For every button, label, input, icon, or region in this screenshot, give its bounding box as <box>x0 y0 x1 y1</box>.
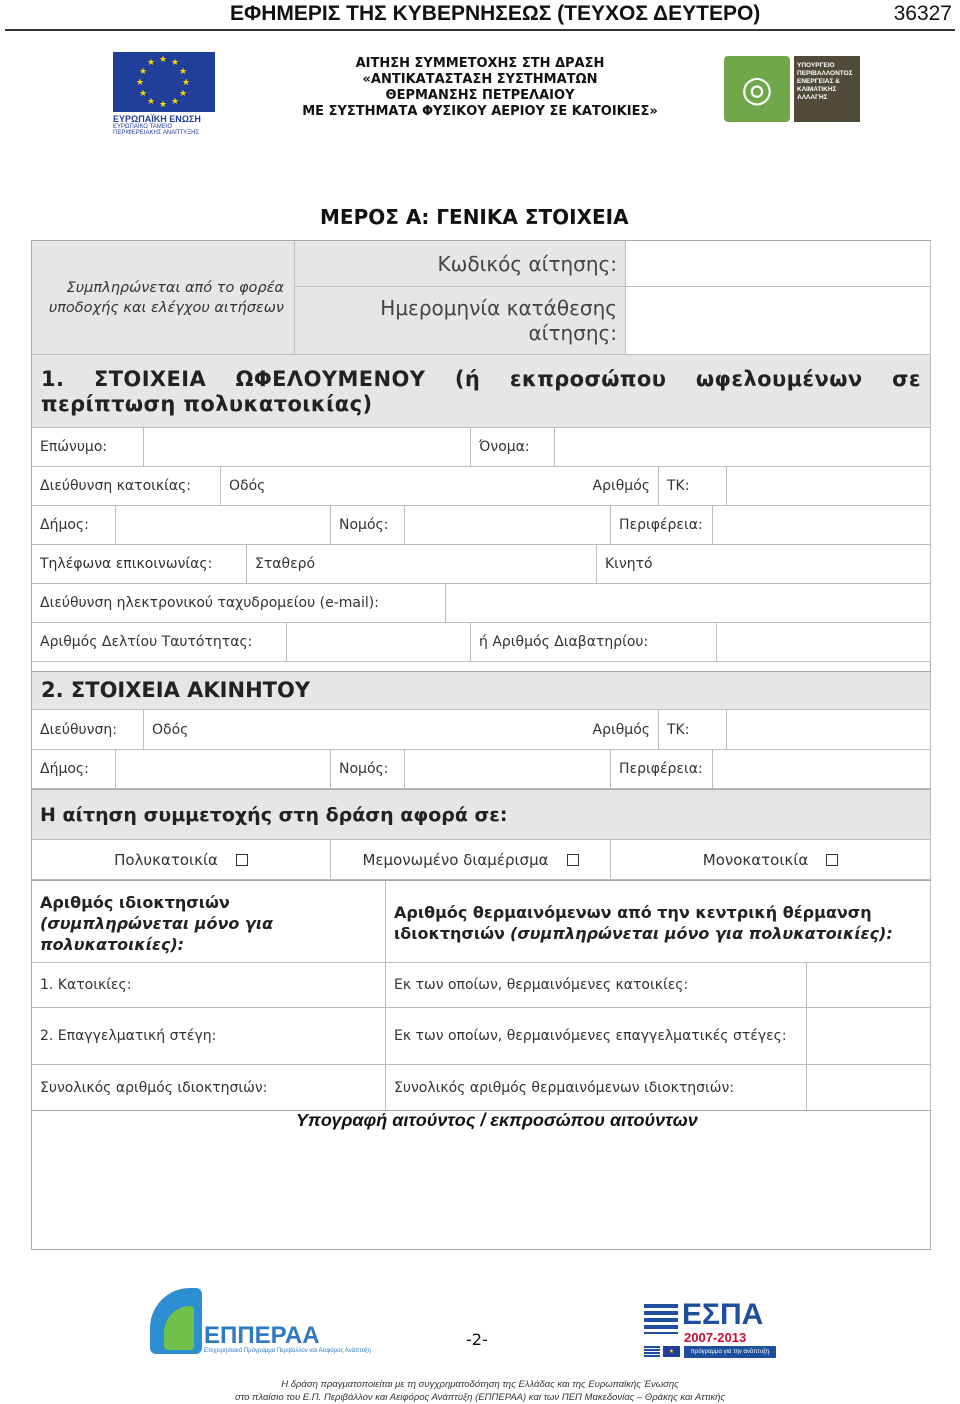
property-municipality-field[interactable] <box>116 750 331 789</box>
header-rule <box>5 29 955 31</box>
surname-field[interactable] <box>144 428 471 467</box>
checkbox-icon[interactable] <box>826 854 838 866</box>
total-heated-label: Συνολικός αριθμός θερμαινόμενων ιδιοκτησιών: <box>386 1065 807 1110</box>
first-name-label: Όνομα: <box>471 428 555 467</box>
section-1-beneficiary <box>31 355 931 672</box>
postcode-label: ΤΚ: <box>659 467 727 506</box>
eu-logo <box>113 52 217 142</box>
number-label: Αριθμός <box>592 478 650 494</box>
email-field[interactable] <box>446 584 931 623</box>
espa-logo <box>644 1298 776 1360</box>
eu-logo-fund: ΕΥΡΩΠΑΪΚΟ ΤΑΜΕΙΟ <box>113 124 173 130</box>
footer-line-2: στο πλαίσιο του Ε.Π. Περιβάλλον και Αειφόρος Ανάπτυξη (ΕΠΠΕΡΑΑ) και των ΠΕΠ Μακεδονίας – Θράκης και Αττικής <box>234 1392 726 1403</box>
ownership-right-title: Αριθμός θερμαινόμενων από την κεντρική θέρμανση ιδιοκτησιών <box>394 903 872 943</box>
footer-line-1: Η δράση πραγματοποιείται με τη συγχρηματοδότηση της Ελλάδας και της Ευρωπαϊκής Ένωσης <box>281 1379 679 1390</box>
property-region-label: Περιφέρεια: <box>611 750 713 789</box>
application-code-label: Κωδικός αίτησης: <box>295 241 626 287</box>
ministry-logo <box>724 56 860 122</box>
concerns-heading: Η αίτηση συμμετοχής στη δράση αφορά σε: <box>32 790 931 840</box>
greek-flag-icon <box>644 1346 660 1357</box>
option-detached-house[interactable] <box>611 840 931 880</box>
region-field[interactable] <box>713 506 931 545</box>
eu-logo-caption: ΕΥΡΩΠΑΪΚΗ ΕΝΩΣΗ <box>113 114 201 124</box>
espa-years: 2007-2013 <box>684 1330 747 1345</box>
property-postcode-label: ΤΚ: <box>659 710 727 750</box>
ownership-right-header <box>386 881 931 963</box>
footer-note <box>180 1378 780 1404</box>
total-heated-field[interactable] <box>807 1065 931 1110</box>
ownership-right-note: (συμπληρώνεται μόνο για πολυκατοικίες): <box>510 924 893 943</box>
signature-box[interactable] <box>31 1110 931 1250</box>
ownership-left-title: Αριθμός ιδιοκτησιών <box>40 893 230 912</box>
home-address-label: Διεύθυνση κατοικίας: <box>32 467 221 506</box>
option-apartment-building-label: Πολυκατοικία <box>114 850 218 869</box>
title-line-3: ΘΕΡΜΑΝΣΗΣ ΠΕΤΡΕΛΑΙΟΥ <box>385 88 575 103</box>
ministry-emblem-icon: ◎ <box>724 56 790 122</box>
epperaa-name: ΕΠΠΕΡΑΑ <box>204 1322 320 1349</box>
mobile-field[interactable] <box>597 545 931 584</box>
landline-label: Σταθερό <box>255 556 316 572</box>
street-number-field[interactable] <box>221 467 659 506</box>
option-apartment-building[interactable] <box>32 840 331 880</box>
region-label: Περιφέρεια: <box>611 506 713 545</box>
application-title <box>250 56 710 120</box>
property-prefecture-field[interactable] <box>405 750 611 789</box>
checkbox-icon[interactable] <box>567 854 579 866</box>
application-code-field[interactable] <box>626 241 931 287</box>
espa-name: ΕΣΠΑ <box>682 1298 764 1331</box>
property-region-field[interactable] <box>713 750 931 789</box>
epperaa-logo <box>150 1288 371 1360</box>
street-label: Οδός <box>229 478 266 494</box>
espa-bars-icon <box>644 1304 678 1334</box>
prefecture-label: Νομός: <box>331 506 405 545</box>
ownership-left-note: (συμπληρώνεται μόνο για πολυκατοικίες): <box>40 914 274 954</box>
submission-date-field[interactable] <box>626 287 931 355</box>
checkbox-icon[interactable] <box>236 854 248 866</box>
surname-label: Επώνυμο: <box>32 428 144 467</box>
ministry-name: ΥΠΟΥΡΓΕΙΟ ΠΕΡΙΒΑΛΛΟΝΤΟΣ ΕΝΕΡΓΕΙΑΣ & ΚΛΙΜΑΤΙΚΗΣ ΑΛΛΑΓΗΣ <box>794 56 860 122</box>
heated-residences-field[interactable] <box>807 963 931 1008</box>
municipality-label: Δήμος: <box>32 506 116 545</box>
professional-label: 2. Επαγγελματική στέγη: <box>32 1008 386 1065</box>
property-municipality-label: Δήμος: <box>32 750 116 789</box>
email-label: Διεύθυνση ηλεκτρονικού ταχυδρομείου (e-mail): <box>32 584 446 623</box>
property-street-label: Οδός <box>152 721 189 738</box>
id-number-label: Αριθμός Δελτίου Ταυτότητας: <box>32 623 287 662</box>
property-number-label: Αριθμός <box>592 721 650 738</box>
id-number-field[interactable] <box>287 623 471 662</box>
property-street-number-field[interactable] <box>144 710 659 750</box>
ownership-box <box>31 881 931 1111</box>
eu-logo-fund-2: ΠΕΡΙΦΕΡΕΙΑΚΗΣ ΑΝΑΠΤΥΞΗΣ <box>113 130 200 136</box>
passport-field[interactable] <box>717 623 931 662</box>
first-name-field[interactable] <box>555 428 931 467</box>
part-a-title: ΜΕΡΟΣ Α: ΓΕΝΙΚΑ ΣΤΟΙΧΕΙΑ <box>320 205 629 229</box>
heated-professional-field[interactable] <box>807 1008 931 1065</box>
phones-label: Τηλέφωνα επικοινωνίας: <box>32 545 247 584</box>
agency-box <box>31 240 931 355</box>
option-single-apartment-label: Μεμονωμένο διαμέρισμα <box>362 850 549 869</box>
heated-professional-label: Εκ των οποίων, θερμαινόμενες επαγγελματικές στέγες: <box>386 1008 807 1065</box>
residences-label: 1. Κατοικίες: <box>32 963 386 1008</box>
total-properties-label: Συνολικός αριθμός ιδιοκτησιών: <box>32 1065 386 1110</box>
postcode-field[interactable] <box>727 467 931 506</box>
section-2-property <box>31 672 931 790</box>
option-detached-house-label: Μονοκατοικία <box>702 850 809 869</box>
landline-field[interactable] <box>247 545 597 584</box>
property-prefecture-label: Νομός: <box>331 750 405 789</box>
eu-flag-icon: ★ ★ ★ ★ ★ ★ ★ ★ ★ ★ ★ ★ <box>113 52 215 112</box>
signature-label: Υπογραφή αιτούντος / εκπροσώπου αιτούντων <box>296 1110 698 1130</box>
agency-note: Συμπληρώνεται από το φορέα υποδοχής και ελέγχου αιτήσεων <box>32 241 295 355</box>
concerns-box <box>31 790 931 881</box>
page-marker: -2- <box>466 1330 488 1349</box>
prefecture-field[interactable] <box>405 506 611 545</box>
mobile-label: Κινητό <box>605 556 653 572</box>
epperaa-subtitle: Επιχειρησιακό Πρόγραμμα Περιβάλλον και Αειφόρος Ανάπτυξη <box>204 1348 371 1354</box>
ownership-left-header <box>32 881 386 963</box>
property-address-label: Διεύθυνση: <box>32 710 144 750</box>
title-line-1: ΑΙΤΗΣΗ ΣΥΜΜΕΤΟΧΗΣ ΣΤΗ ΔΡΑΣΗ <box>355 56 605 71</box>
passport-label: ή Αριθμός Διαβατηρίου: <box>471 623 717 662</box>
heated-residences-label: Εκ των οποίων, θερμαινόμενες κατοικίες: <box>386 963 807 1008</box>
submission-date-label: Ημερομηνία κατάθεσης αίτησης: <box>295 287 626 355</box>
gazette-page-number: 36327 <box>893 2 952 25</box>
option-single-apartment[interactable] <box>331 840 611 880</box>
title-line-2: «ΑΝΤΙΚΑΤΑΣΤΑΣΗ ΣΥΣΤΗΜΑΤΩΝ <box>362 72 598 87</box>
eu-flag-small-icon: ★ <box>663 1346 680 1357</box>
section-2-heading: 2. ΣΤΟΙΧΕΙΑ ΑΚΙΝΗΤΟΥ <box>32 672 931 710</box>
espa-tagline: πρόγραμμα για την ανάπτυξη <box>684 1346 776 1358</box>
municipality-field[interactable] <box>116 506 331 545</box>
property-postcode-field[interactable] <box>727 710 931 750</box>
gazette-title: ΕΦΗΜΕΡΙΣ ΤΗΣ ΚΥΒΕΡΝΗΣΕΩΣ (ΤΕΥΧΟΣ ΔΕΥΤΕΡΟ) <box>230 2 761 25</box>
section-1-heading: 1. ΣΤΟΙΧΕΙΑ ΩΦΕΛΟΥΜΕΝΟΥ (ή εκπροσώπου ωφελουμένων σε περίπτωση πολυκατοικίας) <box>32 355 931 428</box>
title-line-4: ΜΕ ΣΥΣΤΗΜΑΤΑ ΦΥΣΙΚΟΥ ΑΕΡΙΟΥ ΣΕ ΚΑΤΟΙΚΙΕΣ» <box>302 104 658 119</box>
